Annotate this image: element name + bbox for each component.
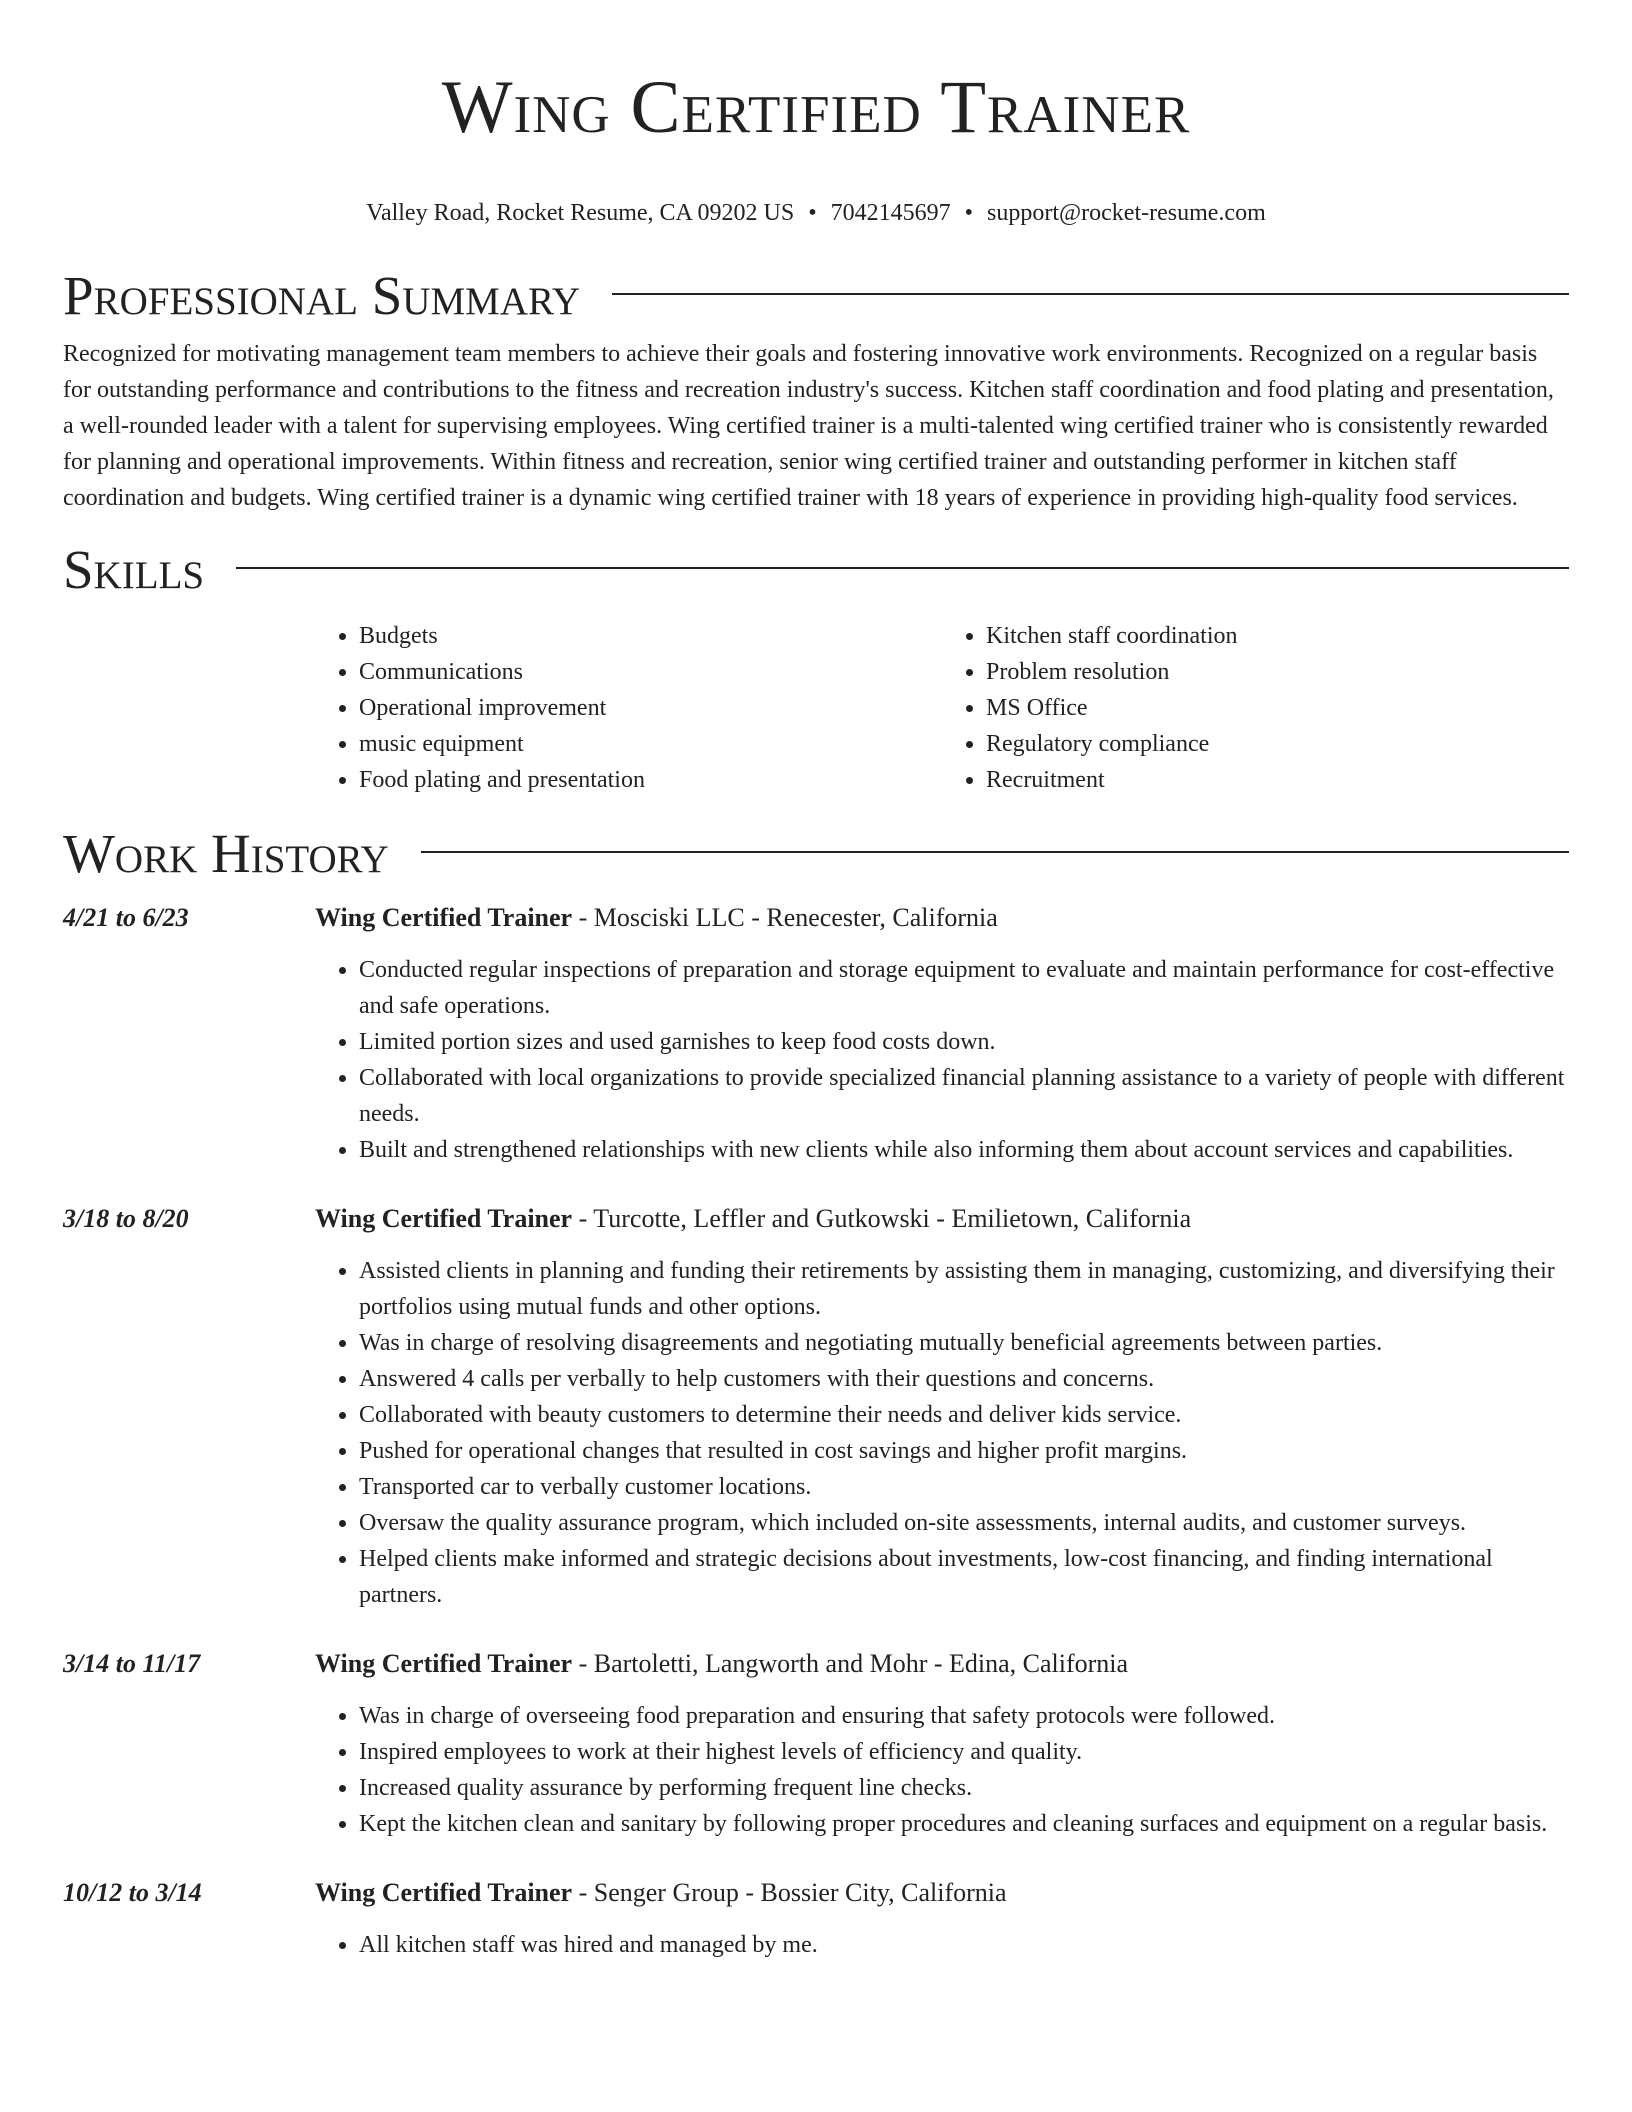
job-header [315, 900, 1569, 936]
job-bullets [315, 1698, 1569, 1842]
job-bullet: • Increased quality assurance by performing frequent line checks. [359, 1770, 1569, 1806]
skill-item: • Regulatory compliance [986, 726, 1569, 762]
job-employer: - Turcotte, Leffler and Gutkowski - Emilietown, California [572, 1204, 1192, 1233]
job-entry [63, 1875, 1569, 1963]
skill-item: • Kitchen staff coordination [986, 618, 1569, 654]
job-bullet: • Pushed for operational changes that resulted in cost savings and higher profit margins. [359, 1433, 1569, 1469]
job-bullet: • Was in charge of resolving disagreements and negotiating mutually beneficial agreements between parties. [359, 1325, 1569, 1361]
section-divider [421, 851, 1569, 853]
contact-phone: 7042145697 [830, 200, 951, 226]
job-bullet: • Oversaw the quality assurance program, which included on-site assessments, internal audits, and customer surveys. [359, 1505, 1569, 1541]
job-employer: - Senger Group - Bossier City, California [572, 1878, 1007, 1907]
job-bullet: • Collaborated with beauty customers to determine their needs and deliver kids service. [359, 1397, 1569, 1433]
job-body [315, 1646, 1569, 1842]
job-bullet: • Kept the kitchen clean and sanitary by following proper procedures and cleaning surfaces and equipment on a regular basis. [359, 1806, 1569, 1842]
job-entry [63, 1646, 1569, 1842]
contact-separator: • [808, 200, 817, 226]
job-bullet: • Helped clients make informed and strategic decisions about investments, low-cost financing, and finding international partners. [359, 1541, 1569, 1613]
job-bullets [315, 1253, 1569, 1613]
job-employer: - Bartoletti, Langworth and Mohr - Edina, California [572, 1649, 1129, 1678]
section-divider [612, 293, 1569, 295]
job-bullet: • Was in charge of overseeing food preparation and ensuring that safety protocols were followed. [359, 1698, 1569, 1734]
job-title: Wing Certified Trainer [315, 1649, 573, 1678]
job-dates: 4/21 to 6/23 [63, 903, 189, 932]
job-bullet: • Limited portion sizes and used garnishes to keep food costs down. [359, 1024, 1569, 1060]
skill-item: • Food plating and presentation [359, 762, 942, 798]
job-bullets [315, 1927, 1569, 1963]
job-bullet: • Assisted clients in planning and funding their retirements by assisting them in managing, customizing, and diversifying their portfolios using mutual funds and other options. [359, 1253, 1569, 1325]
job-bullet: • Inspired employees to work at their highest levels of efficiency and quality. [359, 1734, 1569, 1770]
contact-address: Valley Road, Rocket Resume, CA 09202 US [366, 200, 795, 226]
summary-heading: Professional Summary [63, 265, 581, 326]
skill-item: • Budgets [359, 618, 942, 654]
contact-email: support@rocket-resume.com [987, 200, 1266, 226]
skill-item: • MS Office [986, 690, 1569, 726]
job-dates: 3/18 to 8/20 [63, 1204, 189, 1233]
job-dates: 3/14 to 11/17 [63, 1649, 201, 1678]
job-bullet: • All kitchen staff was hired and managed by me. [359, 1927, 1569, 1963]
job-entry [63, 1201, 1569, 1613]
job-title: Wing Certified Trainer [315, 1878, 573, 1907]
job-body [315, 900, 1569, 1168]
skills-column-left [315, 618, 942, 798]
job-title: Wing Certified Trainer [315, 903, 573, 932]
job-bullet: • Collaborated with local organizations to provide specialized financial planning assistance to a variety of people with different needs. [359, 1060, 1569, 1132]
job-header [315, 1201, 1569, 1237]
job-dates: 10/12 to 3/14 [63, 1878, 202, 1907]
work-heading: Work History [63, 823, 389, 884]
job-header [315, 1875, 1569, 1911]
job-title: Wing Certified Trainer [315, 1204, 573, 1233]
skill-item: • Communications [359, 654, 942, 690]
skills-column-right [942, 618, 1569, 798]
skill-item: • Recruitment [986, 762, 1569, 798]
job-body [315, 1875, 1569, 1963]
summary-section-header [63, 266, 1569, 326]
section-divider [236, 567, 1569, 569]
job-bullet: • Conducted regular inspections of preparation and storage equipment to evaluate and maintain performance for cost-effective and safe operations. [359, 952, 1569, 1024]
job-bullets [315, 952, 1569, 1168]
work-section-header [63, 824, 1569, 884]
job-bullet: • Built and strengthened relationships with new clients while also informing them about account services and capabilities. [359, 1132, 1569, 1168]
skills-heading: Skills [63, 539, 205, 600]
skill-item: • music equipment [359, 726, 942, 762]
contact-separator: • [964, 200, 974, 226]
skill-item: • Operational improvement [359, 690, 942, 726]
job-body [315, 1201, 1569, 1613]
candidate-name: Wing Certified Trainer [441, 66, 1191, 149]
skills-section-header [63, 540, 1569, 600]
job-bullet: • Answered 4 calls per verbally to help customers with their questions and concerns. [359, 1361, 1569, 1397]
summary-text: Recognized for motivating management team members to achieve their goals and fostering innovative work environments. Recognized on a regular basis for outstanding performance and contributions to the fitness and recreation industry's success. Kitchen staff coordination and food plating and presentation, a well-rounded leader with a talent for supervising employees. Wing certified trainer is a multi-talented wing certified trainer who is consistently rewarded for planning and operational improvements. Within fitness and recreation, senior wing certified trainer and outstanding performer in kitchen staff coordination and budgets. Wing certified trainer is a dynamic wing certified trainer with 18 years of experience in providing high-quality food services. [63, 341, 1554, 511]
skills-list [315, 618, 1569, 798]
job-employer: - Mosciski LLC - Renecester, California [572, 903, 998, 932]
contact-line [63, 198, 1569, 228]
job-bullet: • Transported car to verbally customer locations. [359, 1469, 1569, 1505]
job-header [315, 1646, 1569, 1682]
job-entry [63, 900, 1569, 1168]
skill-item: • Problem resolution [986, 654, 1569, 690]
